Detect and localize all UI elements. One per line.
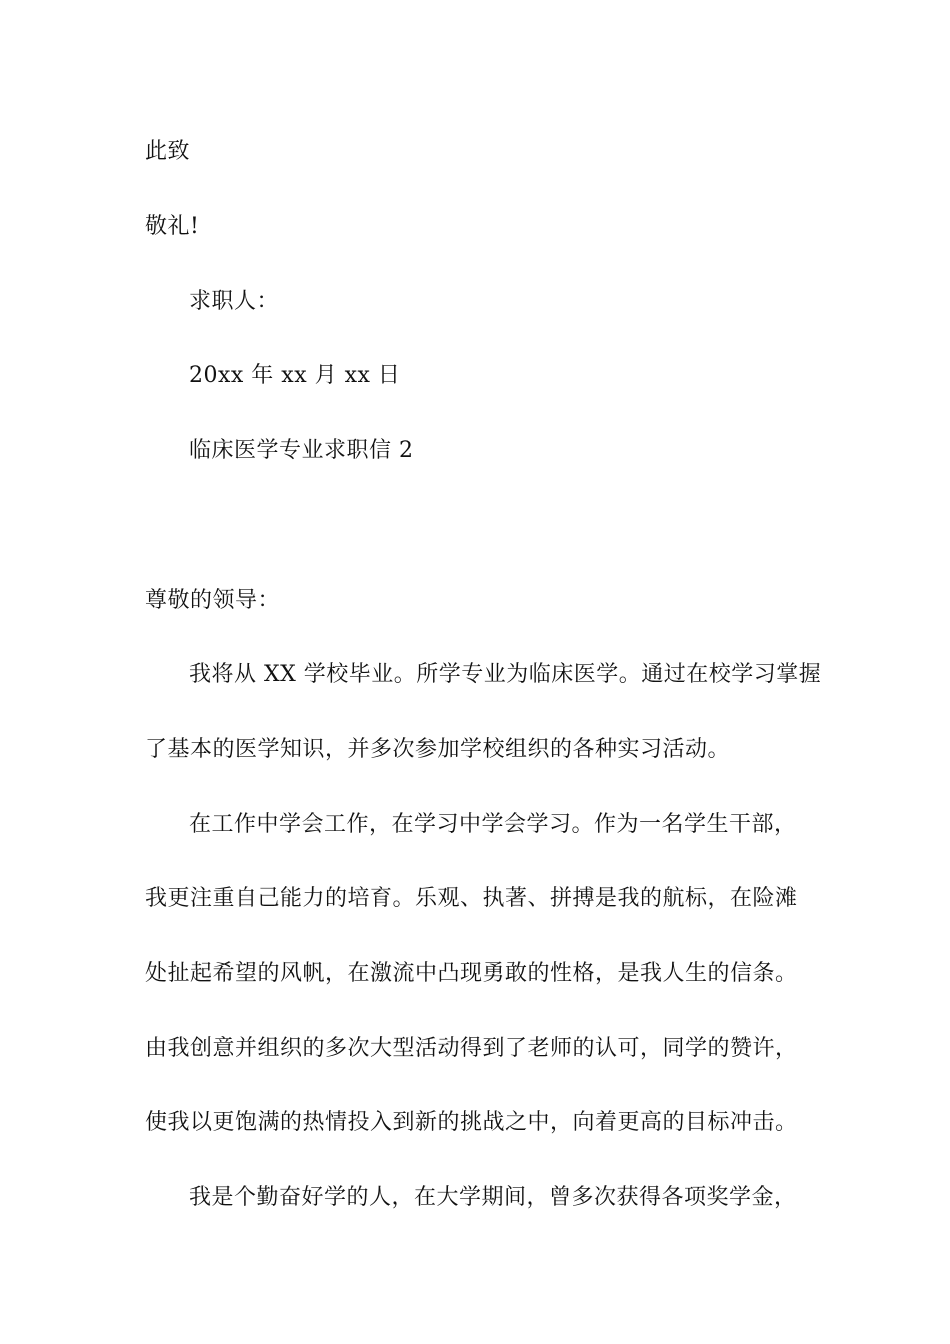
paragraph-line: 了基本的医学知识，并多次参加学校组织的各种实习活动。 — [145, 737, 731, 762]
paragraph-line: 处扯起希望的风帆，在激流中凸现勇敢的性格，是我人生的信条。 — [145, 961, 798, 986]
letter-title: 临床医学专业求职信 2 — [189, 438, 414, 463]
letter-greeting: 尊敬的领导： — [145, 588, 281, 613]
paragraph-line: 使我以更饱满的热情投入到新的挑战之中，向着更高的目标冲击。 — [145, 1110, 798, 1135]
paragraph-line: 我将从 XX 学校毕业。所学专业为临床医学。通过在校学习掌握 — [189, 662, 822, 687]
paragraph-line: 由我创意并组织的多次大型活动得到了老师的认可，同学的赞许， — [145, 1036, 798, 1061]
applicant-label: 求职人： — [189, 289, 280, 314]
letter-date: 20xx 年 xx 月 xx 日 — [189, 363, 401, 388]
paragraph-line: 在工作中学会工作，在学习中学会学习。作为一名学生干部， — [189, 812, 797, 837]
closing-salutation-2: 敬礼! — [145, 214, 200, 239]
paragraph-line: 我更注重自己能力的培育。乐观、执著、拼搏是我的航标，在险滩 — [145, 886, 798, 911]
closing-salutation-1: 此致 — [145, 139, 191, 164]
paragraph-line: 我是个勤奋好学的人，在大学期间，曾多次获得各项奖学金， — [189, 1185, 797, 1210]
